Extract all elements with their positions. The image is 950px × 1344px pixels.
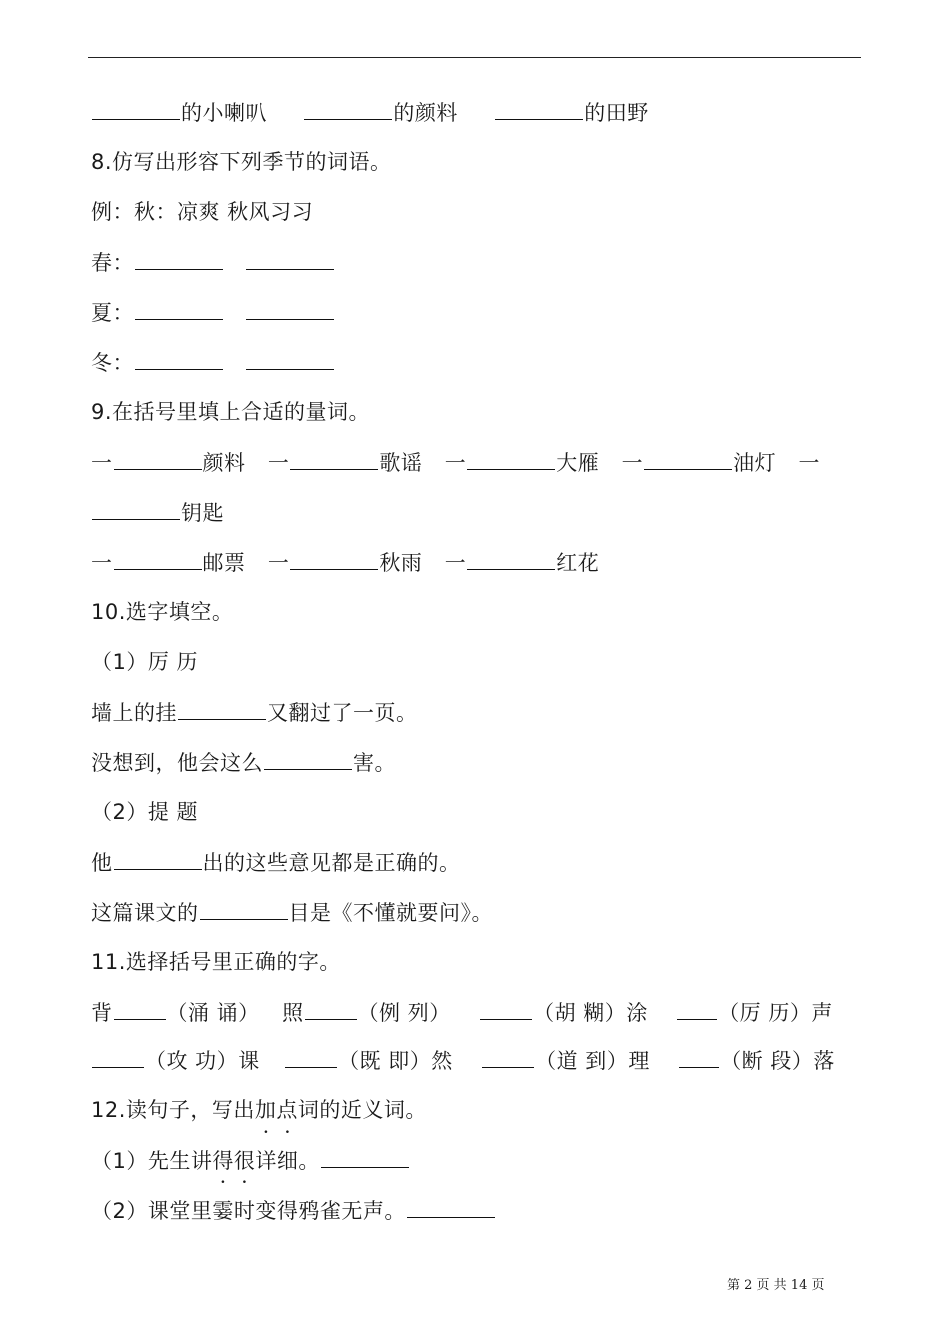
blank[interactable]: [304, 97, 392, 120]
blank[interactable]: [482, 1045, 534, 1068]
q10-part1-sentence1: 墙上的挂 又翻过了一页。: [91, 697, 418, 728]
blank[interactable]: [246, 297, 334, 320]
blank[interactable]: [467, 447, 555, 470]
blank[interactable]: [135, 297, 223, 320]
phrase: 的田野: [584, 101, 649, 125]
phrase: 的小喇叭: [181, 101, 267, 125]
blank[interactable]: [285, 1045, 337, 1068]
q8-example: 例：秋：凉爽 秋风习习: [91, 200, 314, 224]
q10-part1-label: （1）厉 历: [91, 650, 199, 674]
q8-row-summer: 夏：: [91, 297, 335, 328]
blank[interactable]: [290, 447, 378, 470]
q9-title: 9.在括号里填上合适的量词。: [91, 400, 371, 424]
header-rule: [88, 57, 861, 58]
blank[interactable]: [677, 997, 717, 1020]
q12-title: 12.读句子，写出加点词的近义词。: [91, 1098, 427, 1122]
phrase: 的颜料: [393, 101, 458, 125]
q11-row-1: 背 （涌 诵） 照 （例 列） （胡 糊）涂 （厉 历）声: [91, 997, 833, 1028]
blank[interactable]: [305, 997, 357, 1020]
blank[interactable]: [92, 97, 180, 120]
blank[interactable]: [467, 547, 555, 570]
q10-part2-sentence1: 他 出的这些意见都是正确的。: [91, 847, 461, 878]
blank[interactable]: [644, 447, 732, 470]
q10-part1-sentence2: 没想到，他会这么 害。: [91, 747, 396, 778]
q8-row-spring: 春：: [91, 247, 335, 278]
dotted-char: 细: [276, 1149, 299, 1173]
dotted-char: 时: [233, 1199, 256, 1223]
blank[interactable]: [246, 247, 334, 270]
q10-title: 10.选字填空。: [91, 600, 234, 624]
dotted-char: 霎: [212, 1199, 234, 1223]
q9-row-2: 钥匙: [91, 497, 224, 528]
blank[interactable]: [135, 247, 223, 270]
blank[interactable]: [480, 997, 532, 1020]
blank[interactable]: [135, 347, 223, 370]
q11-title: 11.选择括号里正确的字。: [91, 950, 341, 974]
q8-title: 8.仿写出形容下列季节的词语。: [91, 150, 392, 174]
blank[interactable]: [200, 897, 288, 920]
q8-row-winter: 冬：: [91, 347, 335, 378]
dotted-char: 详: [255, 1149, 277, 1173]
blank[interactable]: [246, 347, 334, 370]
q7-fill-line: [91, 97, 649, 128]
q12-sentence2: （2）课堂里霎时变得鸦雀无声。: [91, 1195, 496, 1226]
q9-row-1: 一 颜料 一 歌谣 一 大雁 一 油灯 一: [91, 447, 820, 478]
q9-row-3: 一 邮票 一 秋雨 一 红花: [91, 547, 599, 578]
blank[interactable]: [114, 997, 166, 1020]
q11-row-2: （攻 功）课 （既 即）然 （道 到）理 （断 段）落: [91, 1045, 835, 1076]
q10-part2-label: （2）提 题: [91, 800, 199, 824]
blank[interactable]: [92, 497, 180, 520]
blank[interactable]: [321, 1145, 409, 1168]
blank[interactable]: [114, 547, 202, 570]
blank[interactable]: [290, 547, 378, 570]
blank[interactable]: [114, 447, 202, 470]
page-number: 第 2 页 共 14 页: [727, 1278, 825, 1293]
q12-sentence1: （1）先生讲得很详细。: [91, 1145, 410, 1176]
blank[interactable]: [495, 97, 583, 120]
blank[interactable]: [114, 847, 202, 870]
blank[interactable]: [679, 1045, 719, 1068]
blank[interactable]: [178, 697, 266, 720]
q10-part2-sentence2: 这篇课文的 目是《不懂就要问》。: [91, 897, 493, 928]
blank[interactable]: [407, 1195, 495, 1218]
blank[interactable]: [264, 747, 352, 770]
blank[interactable]: [92, 1045, 144, 1068]
